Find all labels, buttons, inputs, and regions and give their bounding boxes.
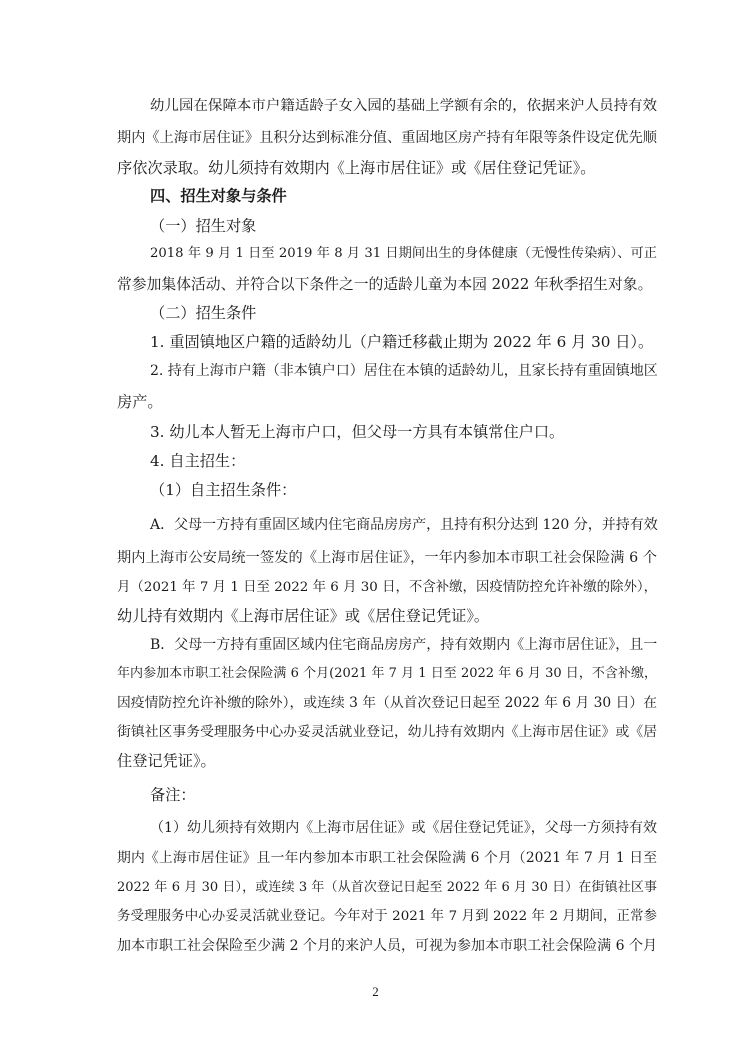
list-item: （1）自主招生条件： (150, 481, 297, 499)
section-heading: 四、招生对象与条件 (150, 187, 287, 205)
list-item: 3. 幼儿本人暂无上海市户口，但父母一方具有本镇常住户口。 (150, 423, 565, 441)
paragraph-line: 因疫情防控允许补缴的除外），或连续 3 年（从首次登记日起至 2022 年 6 月 30 日）在 (117, 695, 657, 711)
paragraph-line: 月（2021 年 7 月 1 日至 2022 年 6 月 30 日，不含补缴，因疫情防控允许补缴的除外）， (117, 580, 657, 595)
list-item: 4. 自主招生： (150, 452, 246, 470)
list-item: 1. 重固镇地区户籍的适龄幼儿（户籍迁移截止期为 2022 年 6 月 30 日）。 (150, 333, 654, 351)
paragraph-line: 街镇社区事务受理服务中心办妥灵活就业登记，幼儿持有效期内《上海市居住证》或《居 (117, 724, 657, 740)
paragraph-line: 幼儿持有效期内《上海市居住证》或《居住登记凭证》。 (117, 607, 490, 625)
list-item: 2. 持有上海市户籍（非本镇户口）居住在本镇的适龄幼儿，且家长持有重固镇地区 (150, 363, 658, 379)
subsection-heading: （二）招生条件 (150, 304, 257, 322)
paragraph-line: 2022 年 6 月 30 日），或连续 3 年（从首次登记日起至 2022 年 6 月 30 日）在街镇社区事 (117, 880, 657, 895)
paragraph-line: 住登记凭证》。 (117, 752, 216, 770)
paragraph-line: 2018 年 9 月 1 日至 2019 年 8 月 31 日期间出生的身体健康（无慢性传染病）、可正 (150, 246, 657, 261)
paragraph-line: 房产。 (117, 393, 163, 411)
paragraph-line: A．父母一方持有重固区域内住宅商品房房产，且持有积分达到 120 分，并持有效 (150, 517, 658, 533)
note-heading: 备注： (150, 786, 196, 804)
paragraph-line: 序依次录取。幼儿须持有效期内《上海市居住证》或《居住登记凭证》。 (117, 159, 596, 177)
paragraph-line: （1）幼儿须持有效期内《上海市居住证》或《居住登记凭证》，父母一方须持有效 (150, 820, 657, 836)
paragraph-line: 幼儿园在保障本市户籍适龄子女入园的基础上学额有余的，依据来沪人员持有效 (150, 98, 657, 114)
page-number: 2 (372, 984, 379, 999)
paragraph-line: 年内参加本市职工社会保险满 6 个月(2021 年 7 月 1 日至 2022 年 6 月 30 日，不含补缴， (117, 666, 657, 681)
paragraph-line: B．父母一方持有重固区域内住宅商品房房产，持有效期内《上海市居住证》，且一 (150, 637, 658, 653)
paragraph-line: 期内《上海市居住证》且一年内参加本市职工社会保险满 6 个月（2021 年 7 月 1 日至 (117, 850, 657, 866)
subsection-heading: （一）招生对象 (150, 217, 257, 235)
paragraph-line: 加本市职工社会保险至少满 2 个月的来沪人员，可视为参加本市职工社会保险满 6 个月 (117, 938, 657, 954)
paragraph-line: 常参加集体活动、并符合以下条件之一的适龄儿童为本园 2022 年秋季招生对象。 (117, 276, 653, 293)
paragraph-line: 期内上海市公安局统一签发的《上海市居住证》，一年内参加本市职工社会保险满 6 个 (117, 550, 657, 566)
paragraph-line: 务受理服务中心办妥灵活就业登记。今年对于 2021 年 7 月到 2022 年 2 月期间，正常参 (117, 909, 657, 924)
paragraph-line: 期内《上海市居住证》且积分达到标准分值、重固地区房产持有年限等条件设定优先顺 (117, 130, 657, 146)
